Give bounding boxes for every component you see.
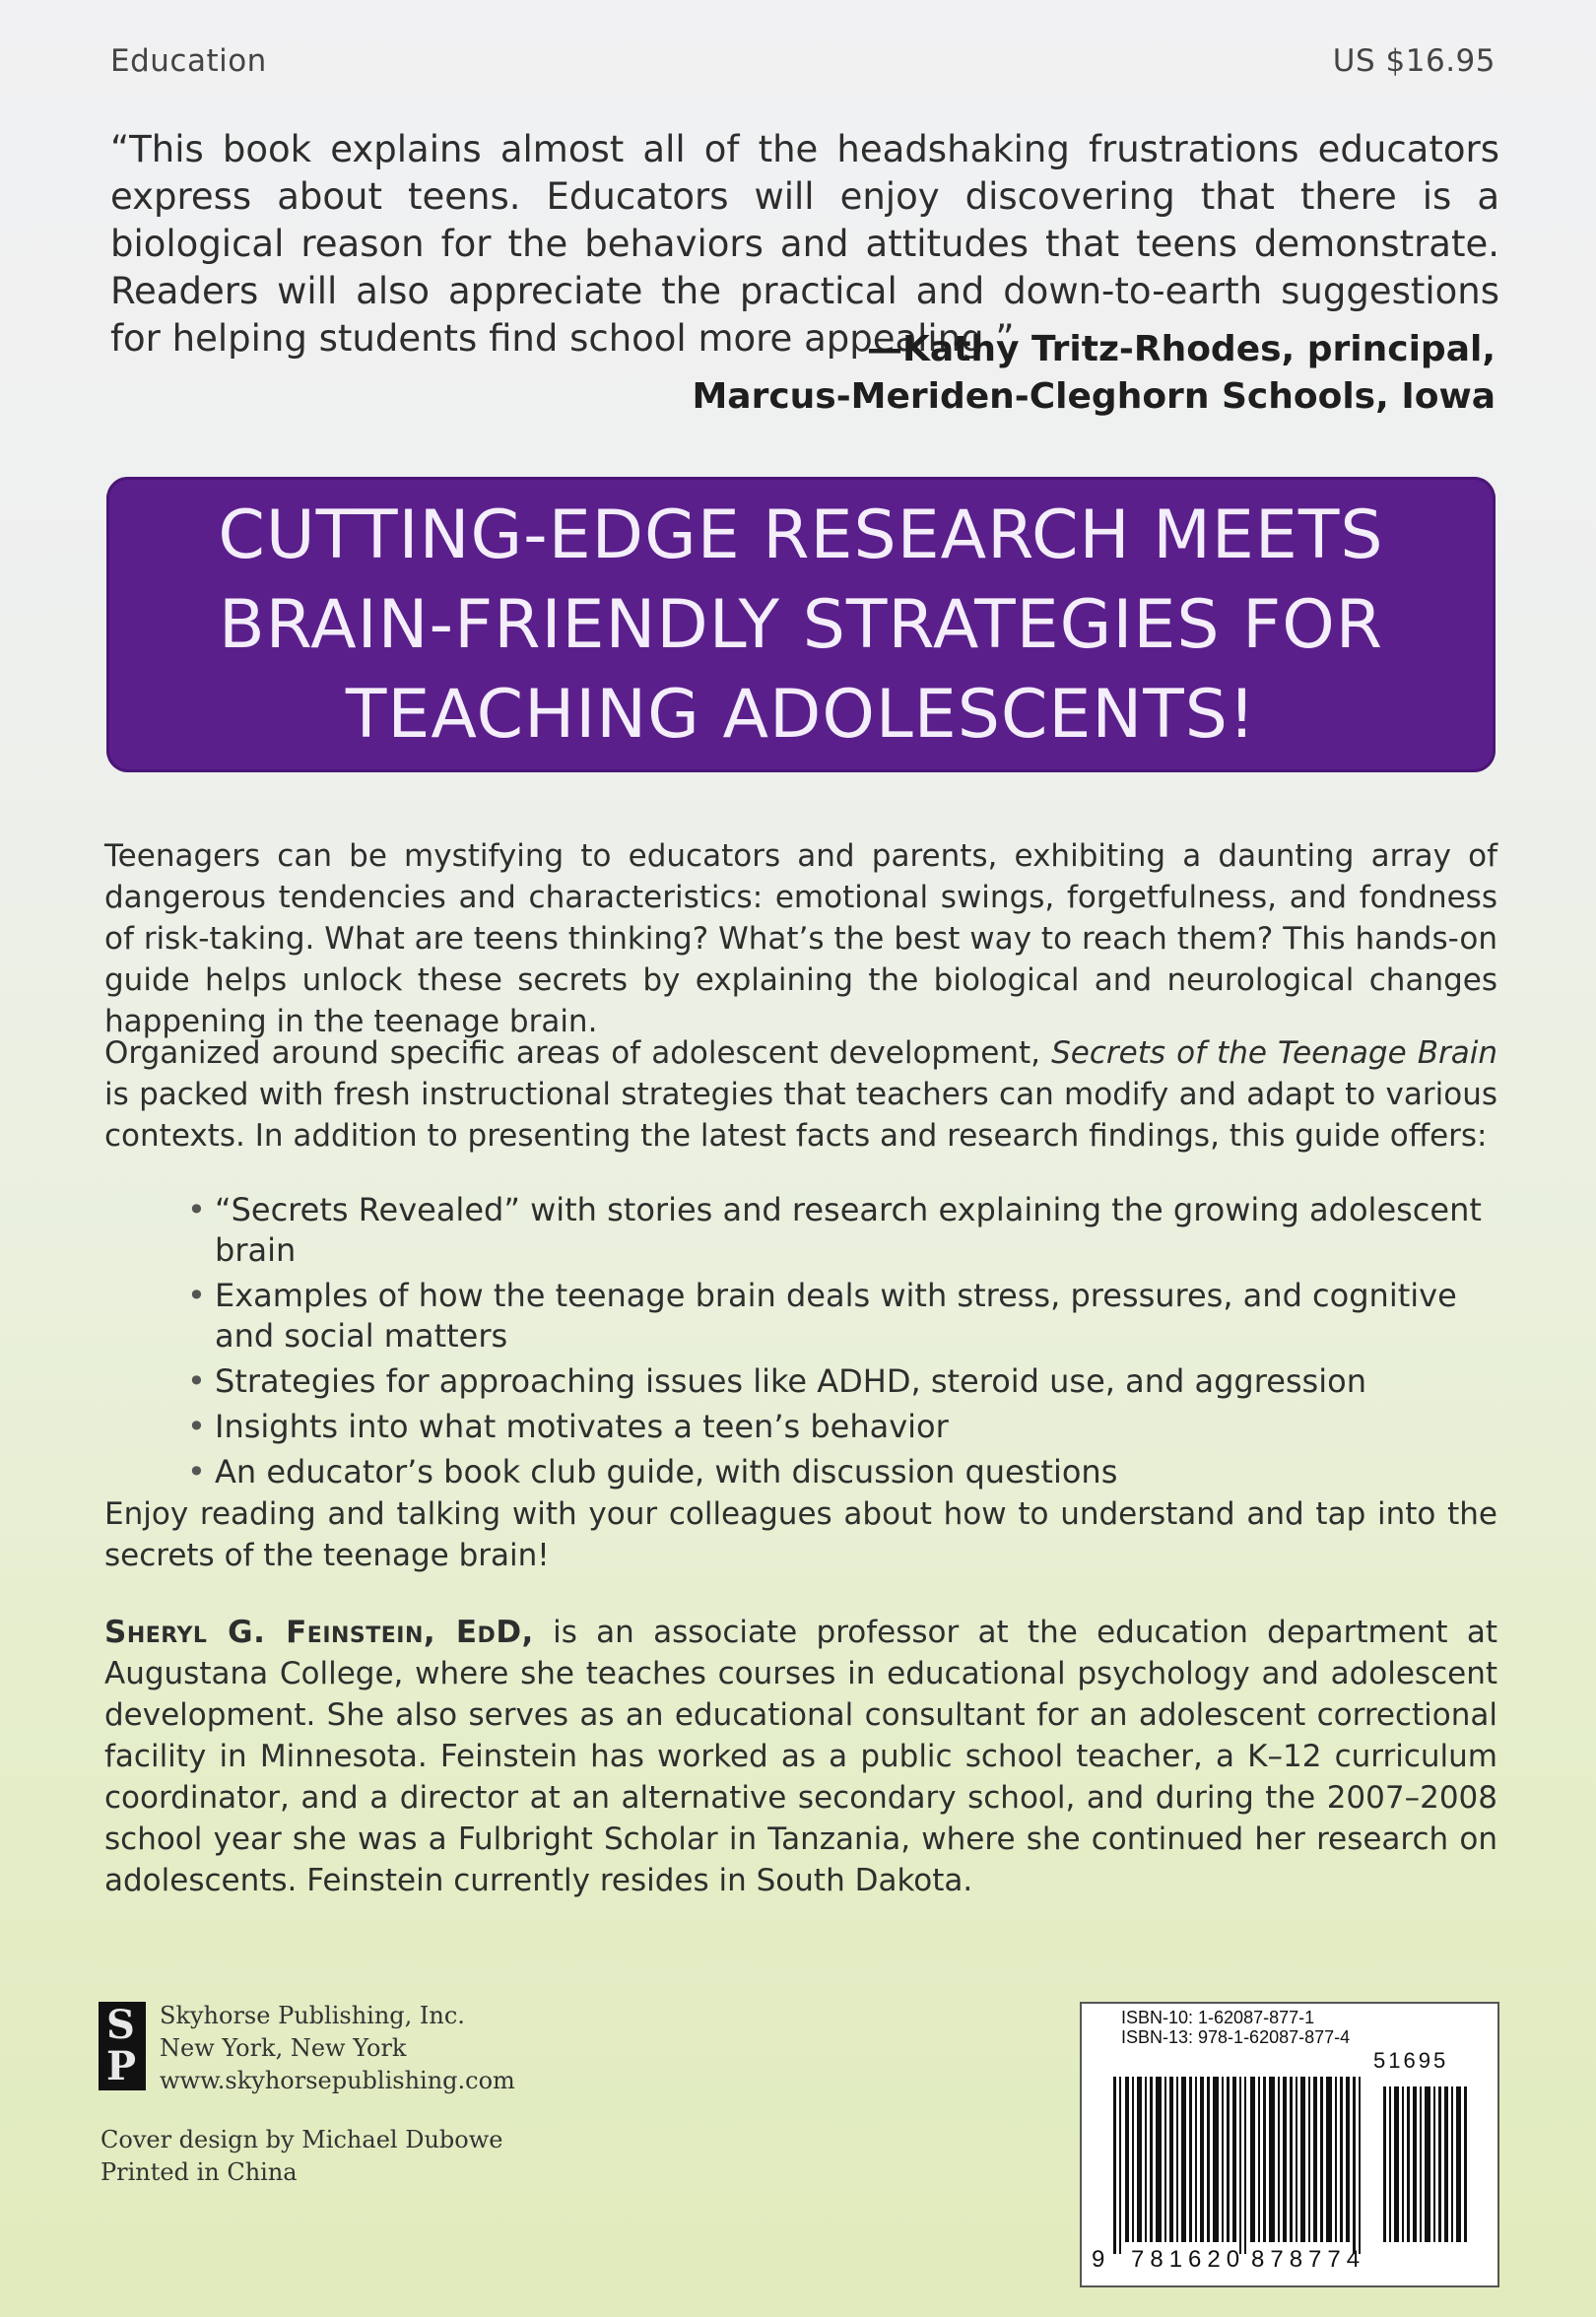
endorsement-attribution-name: —Kathy Tritz-Rhodes, principal, — [867, 329, 1496, 369]
description-paragraph-2 — [104, 1032, 1497, 1157]
price-label: US $16.95 — [1332, 43, 1496, 79]
description-paragraph-1: Teenagers can be mystifying to educators and parents, exhibiting a daunting array of dangerous tendencies and characteristics: emotional swings, forgetfulness, and fondness of risk-taking. What are teens thinking? What’s the best way to reach them? This hands-on guide helps unlock these secrets by explaining the biological and neurological changes happening in the teenage brain. — [104, 838, 1497, 1039]
publisher-website: www.skyhorsepublishing.com — [160, 2067, 515, 2094]
author-name: Sheryl G. Feinstein, EdD, — [104, 1615, 534, 1650]
list-item: • Strategies for approaching issues like ADHD, steroid use, and aggression — [187, 1361, 1497, 1402]
author-bio-text: is an associate professor at the education department at Augustana College, where she teaches courses in educational psychology and adolescent development. She also serves as an educational consultant for an adolescent correctional facility in Minnesota. Feinstein has worked as a public school teacher, a K–12 curriculum coordinator, and a director at an alternative secondary school, and during the 2007–2008 school year she was a Fulbright Scholar in Tanzania, where she continued her research on adolescents. Feinstein currently resides in South Dakota. — [104, 1615, 1498, 1898]
ean-right-digits: 878774 — [1251, 2246, 1366, 2273]
list-item: • Examples of how the teenage brain deals with stress, pressures, and cognitive and social matters — [187, 1276, 1497, 1357]
book-title: Secrets of the Teenage Brain — [1051, 1035, 1497, 1071]
ean-left-digits: 781620 — [1131, 2246, 1246, 2273]
banner-line-1: CUTTING-EDGE RESEARCH MEETS — [218, 496, 1384, 574]
author-bio — [104, 1612, 1497, 1901]
publisher-logo — [99, 2002, 146, 2090]
list-item: • Insights into what motivates a teen’s behavior — [187, 1407, 1497, 1447]
category-label: Education — [110, 43, 267, 79]
cover-design-credit: Cover design by Michael Dubowe — [100, 2126, 503, 2153]
isbn-10: ISBN-10: 1-62087-877-1 — [1121, 2008, 1315, 2027]
logo-letter-s: S — [106, 2002, 135, 2048]
endorsement-quote: “This book explains almost all of the headshaking frustrations educators express about teens. Educators will enjoy discovering that there is a biological reason for the behaviors and attitudes that teens demonstrate. Readers will also appreciate the practical and down-to-earth suggestions for helping students find school more appealing.” — [110, 128, 1499, 360]
para2-start: Organized around specific areas of adolescent development, — [104, 1035, 1052, 1071]
logo-letter-p: P — [106, 2043, 137, 2089]
para2-end: is packed with fresh instructional strategies that teachers can modify and adapt to various contexts. In addition to presenting the latest facts and research findings, this guide offers: — [104, 1077, 1497, 1154]
isbn-13: ISBN-13: 978-1-62087-877-4 — [1121, 2027, 1351, 2047]
credits — [100, 2124, 502, 2189]
publisher-info — [160, 2000, 515, 2097]
description-paragraph-3: Enjoy reading and talking with your colleagues about how to understand and tap into the secrets of the teenage brain! — [104, 1496, 1497, 1573]
banner-line-2: BRAIN-FRIENDLY STRATEGIES FOR — [218, 585, 1384, 664]
printed-in: Printed in China — [100, 2158, 298, 2186]
features-list — [187, 1190, 1497, 1497]
price-code: 51695 — [1373, 2048, 1449, 2073]
banner-line-3: TEACHING ADOLESCENTS! — [345, 675, 1257, 754]
list-item: • An educator’s book club guide, with discussion questions — [187, 1452, 1497, 1492]
ean-prefix: 9 — [1092, 2246, 1105, 2273]
publisher-city: New York, New York — [160, 2034, 407, 2062]
headline-banner — [106, 477, 1496, 772]
publisher-name: Skyhorse Publishing, Inc. — [160, 2002, 465, 2029]
barcode-box — [1080, 2002, 1499, 2287]
endorsement-attribution-school: Marcus-Meriden-Cleghorn Schools, Iowa — [692, 376, 1496, 417]
list-item: • “Secrets Revealed” with stories and research explaining the growing adolescent brain — [187, 1190, 1497, 1271]
barcode-icon — [1109, 2077, 1484, 2254]
